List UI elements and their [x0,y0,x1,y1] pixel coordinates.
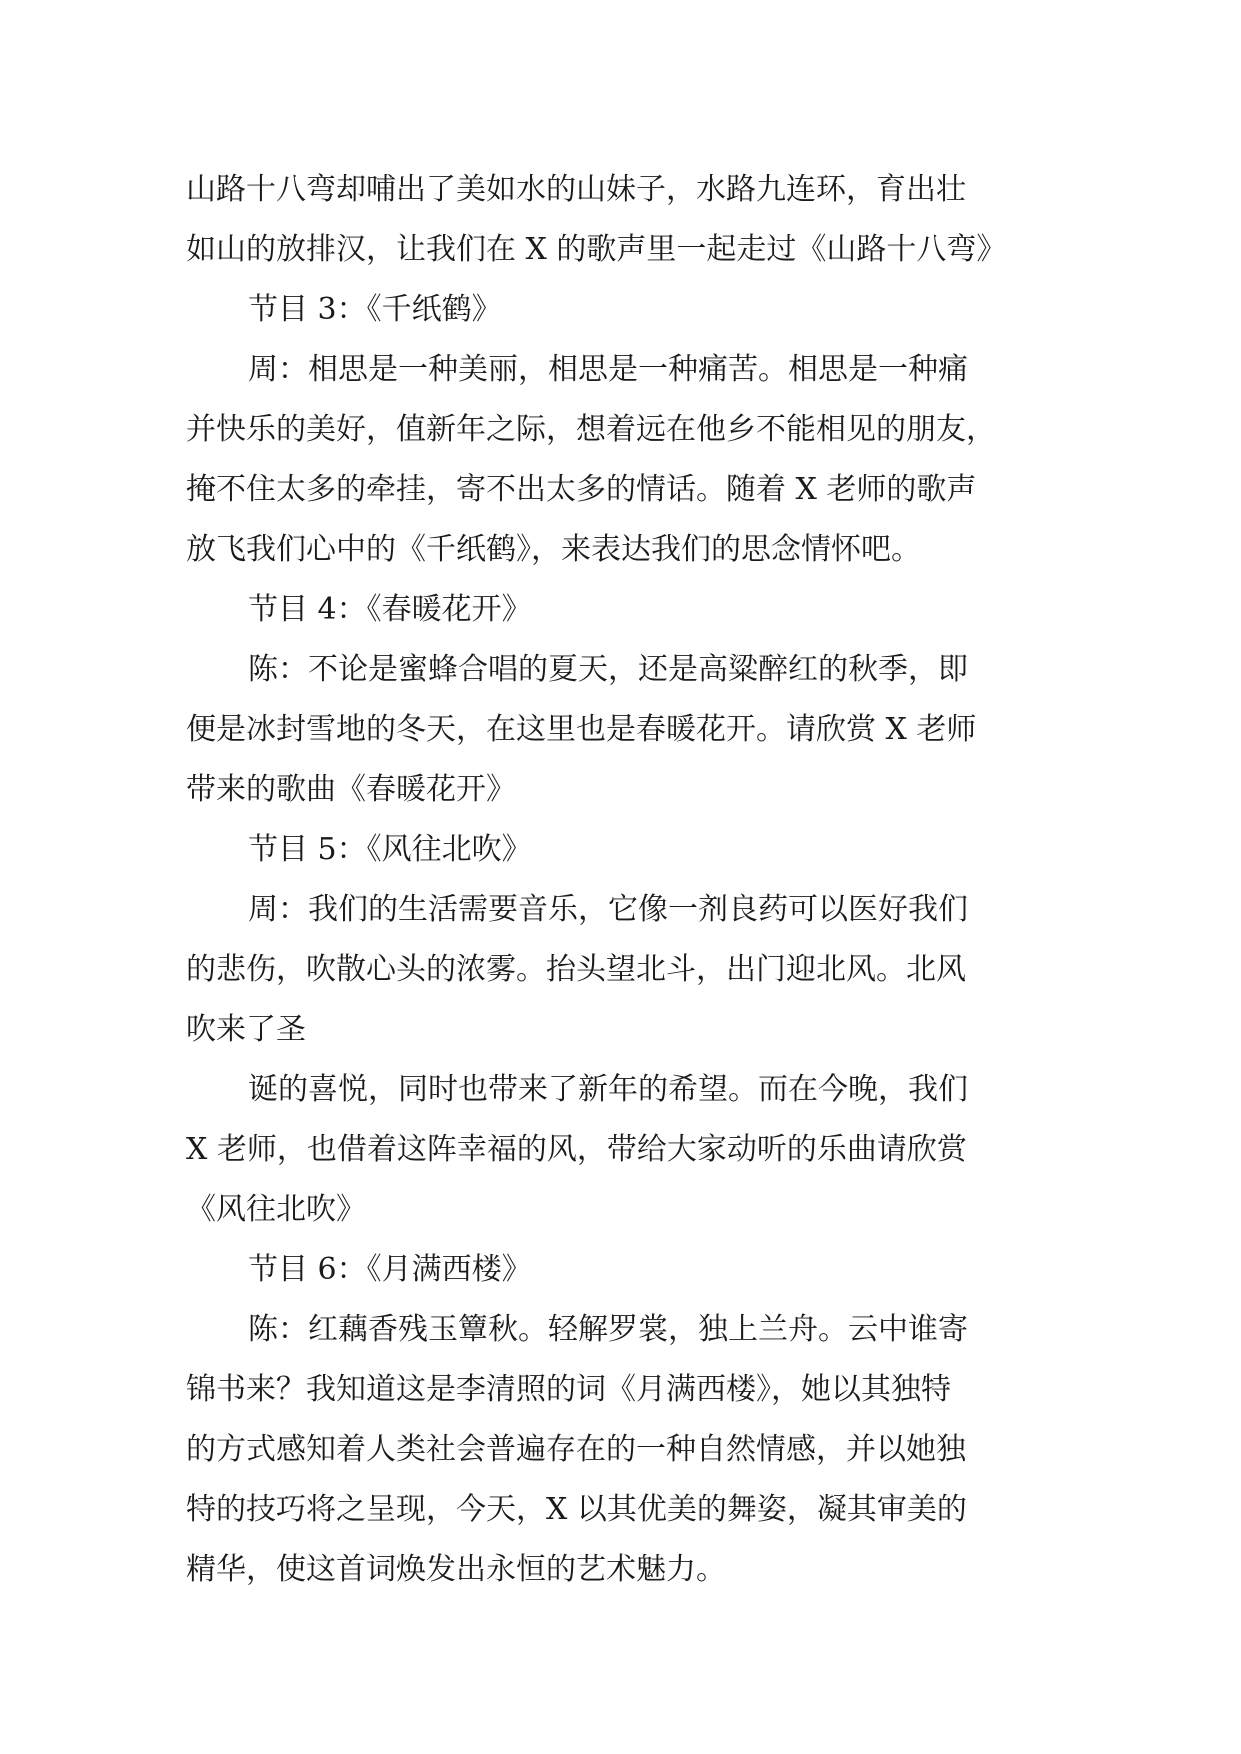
text-line: 节目 6：《月满西楼》 [248,1252,532,1287]
text-line: 特的技巧将之呈现，今天，X 以其优美的舞姿，凝其审美的 [186,1492,967,1527]
text-line: 节目 3：《千纸鹤》 [248,292,502,327]
text-line: 陈：不论是蜜蜂合唱的夏天，还是高粱醉红的秋季，即 [248,652,968,687]
text-line: 精华，使这首词焕发出永恒的艺术魅力。 [186,1552,726,1587]
text-line: 如山的放排汉，让我们在 X 的歌声里一起走过《山路十八弯》 [186,232,1007,267]
text-line: 并快乐的美好，值新年之际，想着远在他乡不能相见的朋友， [186,412,996,447]
text-line: 放飞我们心中的《千纸鹤》，来表达我们的思念情怀吧。 [186,532,921,567]
text-line: 诞的喜悦，同时也带来了新年的希望。而在今晚，我们 [248,1072,968,1107]
text-line: 节目 4：《春暖花开》 [248,592,532,627]
text-line: X 老师，也借着这阵幸福的风，带给大家动听的乐曲请欣赏 [186,1132,967,1167]
text-line: 山路十八弯却哺出了美如水的山妹子，水路九连环，育出壮 [186,172,966,207]
text-line: 便是冰封雪地的冬天，在这里也是春暖花开。请欣赏 X 老师 [186,712,977,747]
text-line: 节目 5：《风往北吹》 [248,832,532,867]
text-line: 周：相思是一种美丽，相思是一种痛苦。相思是一种痛 [248,352,968,387]
text-line: 锦书来？我知道这是李清照的词《月满西楼》，她以其独特 [186,1372,951,1407]
text-line: 周：我们的生活需要音乐，它像一剂良药可以医好我们 [248,892,968,927]
text-line: 掩不住太多的牵挂，寄不出太多的情话。随着 X 老师的歌声 [186,472,977,507]
text-line: 陈：红藕香残玉簟秋。轻解罗裳，独上兰舟。云中谁寄 [248,1312,968,1347]
text-line: 带来的歌曲《春暖花开》 [186,772,516,807]
text-line: 的方式感知着人类社会普遍存在的一种自然情感，并以她独 [186,1432,966,1467]
text-line: 吹来了圣 [186,1012,306,1047]
text-line: 《风往北吹》 [186,1192,366,1227]
document-body [186,160,1056,1600]
text-line: 的悲伤，吹散心头的浓雾。抬头望北斗，出门迎北风。北风 [186,952,966,987]
